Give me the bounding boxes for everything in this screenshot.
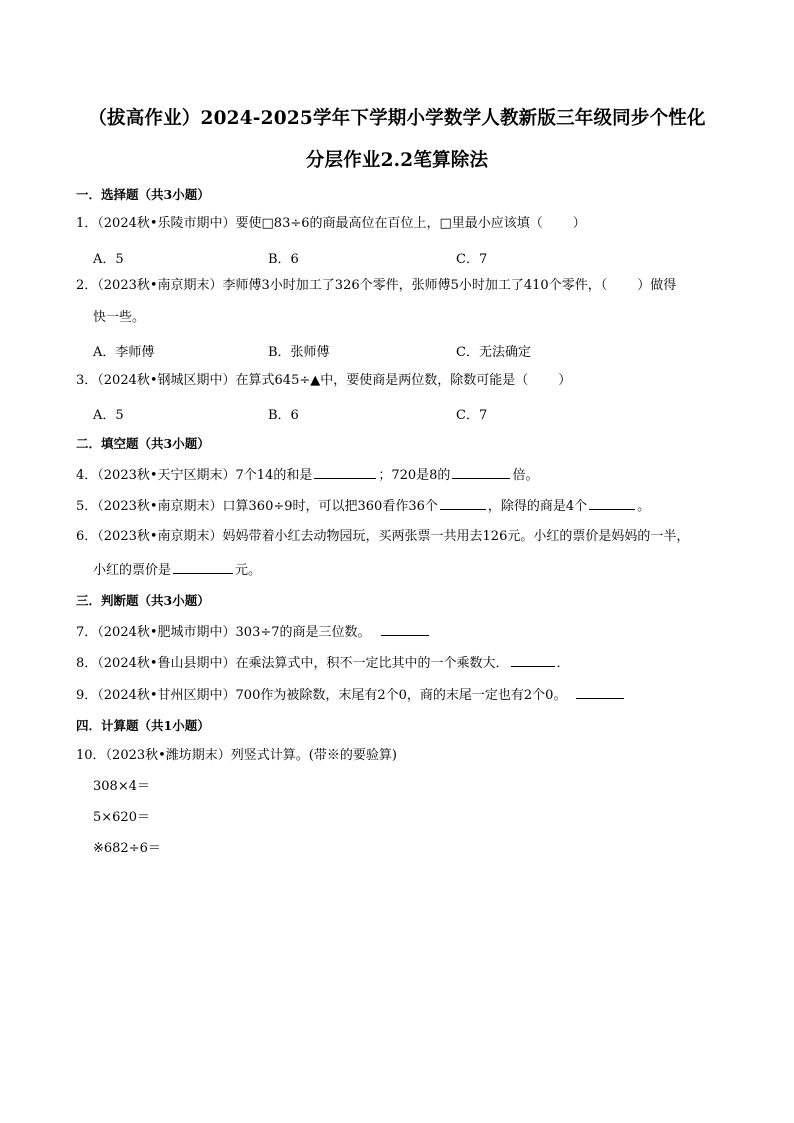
q2-option-c: C．无法确定: [456, 345, 531, 360]
answer-blank[interactable]: [381, 622, 429, 636]
question-6-continued: [93, 560, 261, 580]
answer-blank[interactable]: [314, 465, 376, 479]
answer-blank[interactable]: [576, 685, 624, 699]
question-6: 6．（2023秋•南京期末）妈妈带着小红去动物园玩，买两张票一共用去126元。小红的票价是妈妈的一半，: [76, 529, 690, 544]
section-heading-choice: 一．选择题（共3小题）: [76, 187, 210, 202]
calc-item-3: ※682÷6＝: [93, 841, 161, 856]
question-3: [76, 372, 571, 390]
question-8: [76, 653, 570, 673]
question-3-close: ）: [558, 373, 572, 388]
page-title-line1: （拔高作业）2024-2025学年下学期小学数学人教新版三年级同步个性化: [88, 108, 706, 129]
question-2: [76, 277, 676, 295]
question-4: [76, 465, 538, 485]
question-4-end: 倍。: [512, 468, 539, 483]
answer-blank[interactable]: [440, 496, 486, 510]
calc-item-1: 308×4＝: [93, 779, 150, 794]
q1-option-c: C．7: [456, 252, 488, 267]
q2-option-b: B．张师傅: [268, 345, 330, 360]
question-4-text: 4．（2023秋•天宁区期末）7个14的和是: [76, 468, 313, 483]
section-heading-judge: 三．判断题（共3小题）: [76, 593, 210, 608]
q1-option-a: A．5: [93, 252, 124, 267]
question-1-close: ）: [572, 216, 586, 231]
q3-option-a: A．5: [93, 408, 124, 423]
q2-option-a: A．李师傅: [93, 345, 155, 360]
answer-blank[interactable]: [511, 653, 555, 667]
question-7: [76, 622, 431, 642]
question-6-end: 元。: [235, 563, 262, 578]
question-9-text: 9．（2024秋•甘州区期中）700作为被除数，末尾有2个0，商的末尾一定也有2个0。: [76, 688, 567, 703]
question-9: [76, 685, 626, 705]
q3-option-b: B．6: [268, 408, 299, 423]
q3-option-c: C．7: [456, 408, 488, 423]
question-5-mid: ，除得的商是4个: [487, 499, 588, 514]
question-5: [76, 496, 650, 516]
q1-option-b: B．6: [268, 252, 299, 267]
question-10: 10．（2023秋•潍坊期末）列竖式计算。(带※的要验算): [76, 748, 397, 763]
question-6-text: 小红的票价是: [93, 563, 172, 578]
section-heading-calc: 四．计算题（共1小题）: [76, 718, 210, 733]
question-5-end: 。: [637, 499, 651, 514]
question-1: [76, 215, 586, 233]
question-8-end: ．: [556, 656, 570, 671]
question-1-text: 1．（2024秋•乐陵市期中）要使□83÷6的商最高位在百位上，□里最小应该填（: [76, 216, 543, 231]
page-title-line2: 分层作业2.2笔算除法: [305, 150, 489, 171]
section-heading-fill: 二．填空题（共3小题）: [76, 436, 210, 451]
question-2-continued: 快一些。: [93, 310, 146, 325]
question-8-text: 8．（2024秋•鲁山县期中）在乘法算式中，积不一定比其中的一个乘数大．: [76, 656, 509, 671]
question-4-mid: ；720是8的: [378, 468, 451, 483]
answer-blank[interactable]: [173, 560, 233, 574]
question-7-text: 7．（2024秋•肥城市期中）303÷7的商是三位数。: [76, 625, 371, 640]
question-2-text: 2．（2023秋•南京期末）李师傅3小时加工了326个零件，张师傅5小时加工了410个零件，（: [76, 278, 608, 293]
calc-item-2: 5×620＝: [93, 810, 150, 825]
answer-blank[interactable]: [589, 496, 635, 510]
answer-blank[interactable]: [452, 465, 510, 479]
question-5-text: 5．（2023秋•南京期末）口算360÷9时，可以把360看作36个: [76, 499, 438, 514]
question-3-text: 3．（2024秋•钢城区期中）在算式645÷▲中，要使商是两位数，除数可能是（: [76, 373, 529, 388]
question-2-close: ）做得: [637, 278, 677, 293]
